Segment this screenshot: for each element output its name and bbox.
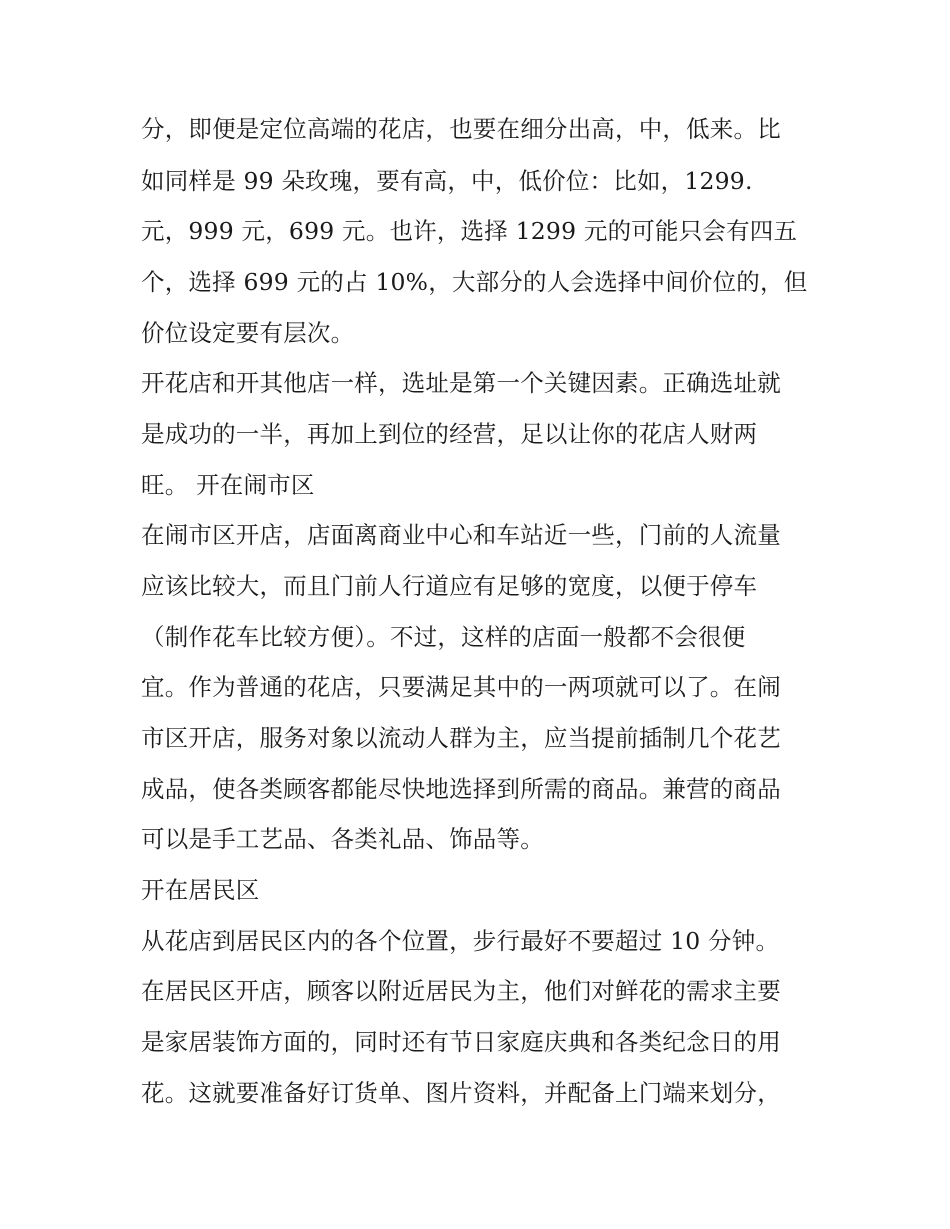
text-line: 在闹市区开店，店面离商业中心和车站近一些，门前的人流量 (141, 521, 781, 549)
text-line: 花。这就要准备好订货单、图片资料，并配备上门端来划分， (141, 1079, 781, 1107)
text-line: 可以是手工艺品、各类礼品、饰品等。 (141, 825, 544, 853)
text-line: 价位设定要有层次。 (141, 319, 355, 347)
text-line: 个，选择 699 元的占 10%，大部分的人会选择中间价位的，但 (141, 268, 808, 296)
text-line: 宜。作为普通的花店，只要满足其中的一两项就可以了。在闹 (141, 673, 781, 701)
text-line: 市区开店，服务对象以流动人群为主，应当提前插制几个花艺 (141, 724, 781, 752)
text-line: 分，即便是定位高端的花店，也要在细分出高，中，低来。比 (141, 115, 781, 143)
text-line: 是家居装饰方面的，同时还有节日家庭庆典和各类纪念日的用 (141, 1028, 781, 1056)
text-line: 元，999 元，699 元。也许，选择 1299 元的可能只会有四五 (141, 217, 798, 245)
text-line: 是成功的一半，再加上到位的经营，足以让你的花店人财两 (141, 420, 758, 448)
text-line: 成品，使各类顾客都能尽快地选择到所需的商品。兼营的商品 (141, 775, 781, 803)
text-line: （制作花车比较方便）。不过，这样的店面一般都不会很便 (141, 623, 746, 651)
text-line: 从花店到居民区内的各个位置，步行最好不要超过 10 分钟。 (141, 927, 780, 955)
text-line: 开花店和开其他店一样，选址是第一个关键因素。正确选址就 (141, 369, 781, 397)
text-line: 开在居民区 (141, 876, 260, 904)
text-line: 如同样是 99 朵玫瑰，要有高，中，低价位：比如，1299. (141, 167, 753, 195)
text-line: 应该比较大，而且门前人行道应有足够的宽度，以便于停车 (141, 572, 758, 600)
text-line: 在居民区开店，顾客以附近居民为主，他们对鲜花的需求主要 (141, 977, 781, 1005)
text-line: 旺。 开在闹市区 (141, 471, 315, 499)
